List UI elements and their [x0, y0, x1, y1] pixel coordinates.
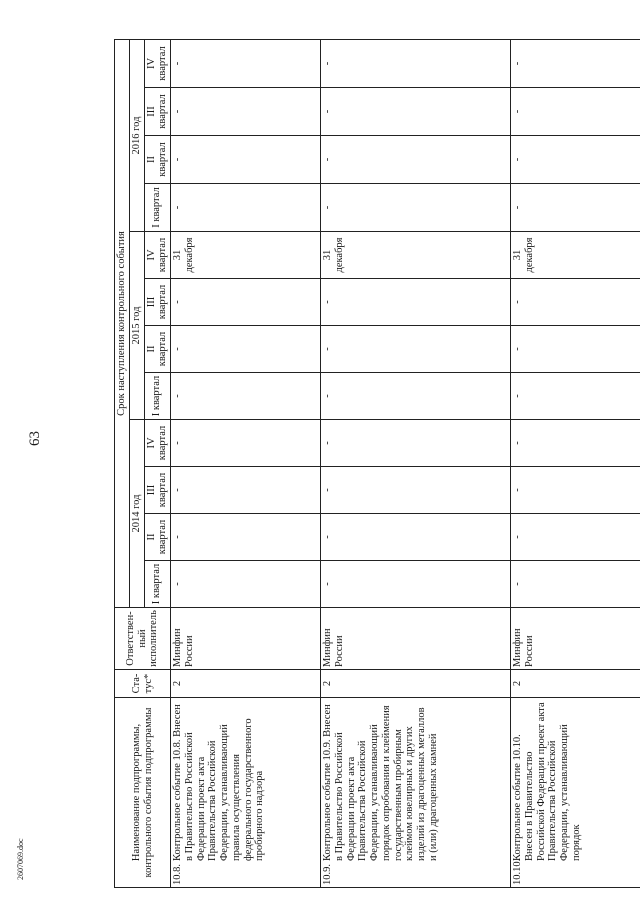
- period-cell: -: [511, 279, 640, 326]
- row-number: 10.9.: [322, 864, 333, 885]
- period-cell: -: [171, 326, 321, 373]
- header-executor: Ответствен-ный исполнитель: [115, 608, 171, 670]
- period-cell: -: [171, 136, 321, 184]
- period-cell: -: [511, 467, 640, 514]
- period-cell: -: [321, 561, 511, 608]
- period-cell: -: [511, 136, 640, 184]
- footer-filename: 2607069.doc: [16, 838, 25, 880]
- table-row: [511, 39, 640, 887]
- table-body: [171, 39, 640, 887]
- row-executor: Минфин России: [511, 608, 640, 670]
- header-year-2016: 2016 год: [129, 39, 144, 231]
- header-year-2014: 2014 год: [129, 420, 144, 608]
- row-status: 2: [511, 670, 640, 698]
- period-cell: -: [171, 39, 321, 87]
- header-quarter: IV квартал: [144, 420, 171, 467]
- period-cell: 31 декабря: [321, 232, 511, 279]
- header-quarter: I квартал: [144, 561, 171, 608]
- page-number: 63: [27, 431, 43, 446]
- period-cell: -: [511, 514, 640, 561]
- header-year-2015: 2015 год: [129, 232, 144, 420]
- period-cell: -: [171, 184, 321, 232]
- row-number: 10.8.: [172, 864, 183, 885]
- header-quarter: II квартал: [144, 514, 171, 561]
- period-cell: -: [511, 373, 640, 420]
- period-cell: -: [321, 326, 511, 373]
- row-name: Контрольное событие 10.8. Внесен в Правительство Российской Федерации проект акта Правительства Российской Федерации, устанавливающий правила осуществления федерального государственного пробирного надзора: [172, 704, 266, 861]
- period-cell: -: [321, 136, 511, 184]
- row-executor: Минфин России: [321, 608, 511, 670]
- period-cell: -: [511, 420, 640, 467]
- header-quarter: II квартал: [144, 136, 171, 184]
- row-status: 2: [321, 670, 511, 698]
- period-cell: -: [321, 184, 511, 232]
- row-name-cell: [171, 698, 321, 888]
- table-row: [171, 39, 321, 887]
- header-quarter: III квартал: [144, 279, 171, 326]
- header-quarter: III квартал: [144, 88, 171, 136]
- period-cell: -: [321, 420, 511, 467]
- period-cell: -: [321, 39, 511, 87]
- row-name: Контрольное событие 10.10. Внесен в Правительство Российской Федерации проект акта Правительства Российской Федерации, устанавливающий порядок: [512, 702, 582, 861]
- header-quarter: I квартал: [144, 184, 171, 232]
- period-cell: -: [511, 184, 640, 232]
- header-quarter: IV квартал: [144, 39, 171, 87]
- period-cell: 31 декабря: [511, 232, 640, 279]
- period-cell: -: [511, 39, 640, 87]
- control-events-table: [114, 39, 640, 888]
- row-name: Контрольное событие 10.9. Внесен в Правительство Российской Федерации проект акта Правительства Российской Федерации, устанавливающий порядок опробования и клеймения государственным пробирным клеймом ювелирных и других изделий из драгоценных металлов и (или) драгоценных камней: [322, 704, 439, 861]
- table-row: [321, 39, 511, 887]
- header-quarter: IV квартал: [144, 232, 171, 279]
- period-cell: -: [511, 326, 640, 373]
- period-cell: -: [321, 373, 511, 420]
- period-cell: -: [171, 373, 321, 420]
- header-status: Ста-тус*: [115, 670, 171, 698]
- period-cell: -: [511, 88, 640, 136]
- period-cell: -: [321, 88, 511, 136]
- period-cell: -: [171, 279, 321, 326]
- header-quarter: II квартал: [144, 326, 171, 373]
- period-cell: -: [171, 88, 321, 136]
- period-cell: 31 декабря: [171, 232, 321, 279]
- header-name: Наименование подпрограммы, контрольного события подпрограммы: [115, 698, 171, 888]
- period-cell: -: [511, 561, 640, 608]
- period-cell: -: [171, 420, 321, 467]
- header-quarter: I квартал: [144, 373, 171, 420]
- row-number: 10.10.: [512, 858, 523, 885]
- header-quarter: III квартал: [144, 467, 171, 514]
- period-cell: -: [171, 561, 321, 608]
- table-header: [115, 39, 171, 887]
- period-cell: -: [321, 279, 511, 326]
- row-name-cell: [321, 698, 511, 888]
- header-period: Срок наступления контрольного события: [115, 39, 130, 607]
- period-cell: -: [171, 514, 321, 561]
- period-cell: -: [321, 467, 511, 514]
- row-status: 2: [171, 670, 321, 698]
- row-name-cell: [511, 698, 640, 888]
- row-executor: Минфин России: [171, 608, 321, 670]
- period-cell: -: [321, 514, 511, 561]
- period-cell: -: [171, 467, 321, 514]
- rotated-table-wrapper: [114, 0, 640, 885]
